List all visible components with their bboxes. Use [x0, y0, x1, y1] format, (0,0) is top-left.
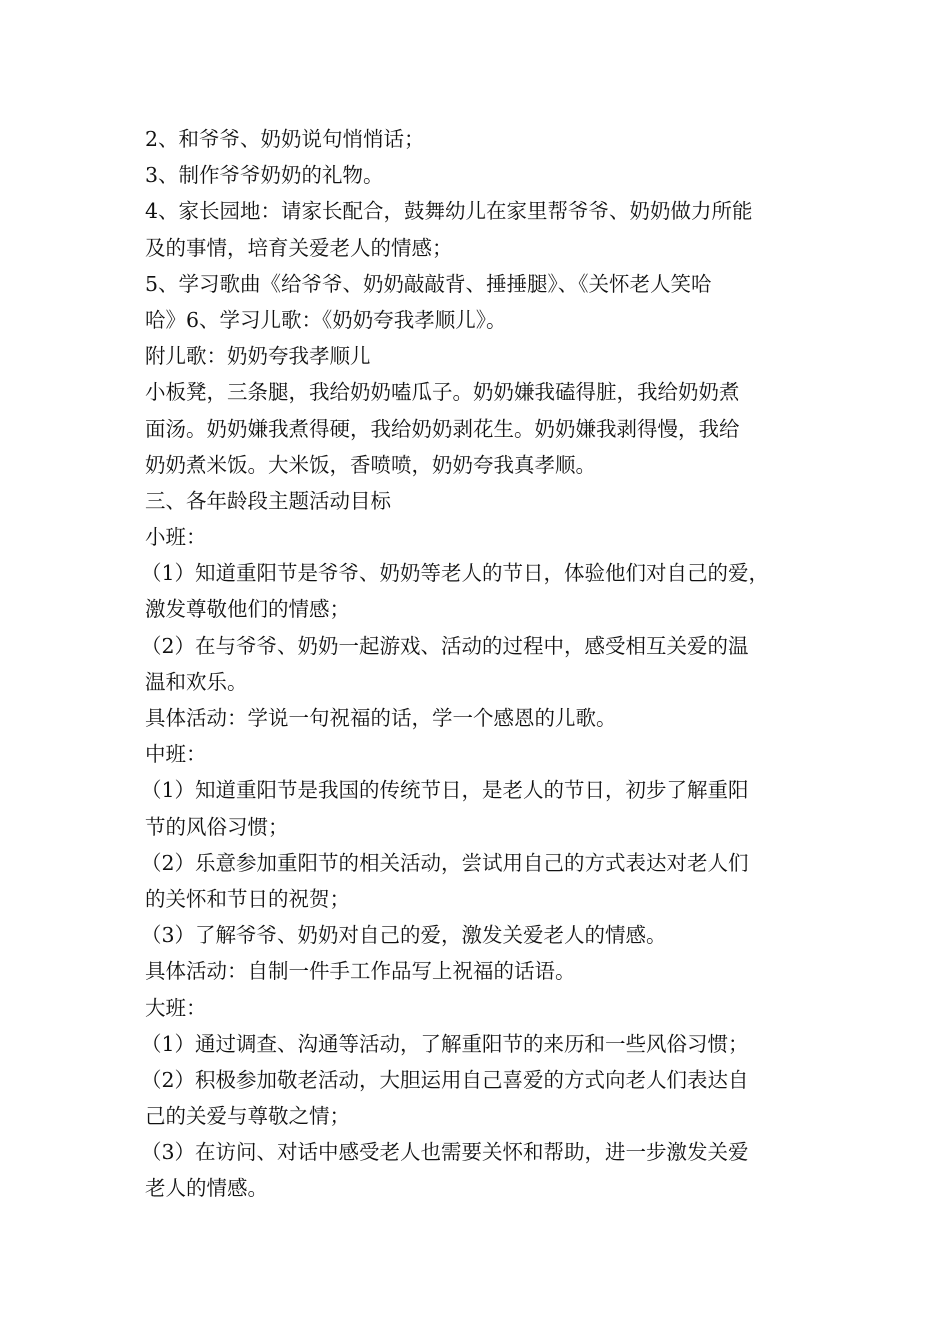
class-heading-middle: 中班：	[145, 742, 207, 767]
list-item-4: 4、家长园地：请家长配合，鼓舞幼儿在家里帮爷爷、奶奶做力所能	[145, 199, 753, 224]
goal-item: （2）在与爷爷、奶奶一起游戏、活动的过程中，感受相互关爱的温	[141, 633, 749, 658]
list-item-2: 2、和爷爷、奶奶说句悄悄话；	[145, 127, 425, 151]
goal-item: （3）在访问、对话中感受老人也需要关怀和帮助，进一步激发关爱	[141, 1140, 749, 1165]
goal-item-cont: 己的关爱与尊敬之情；	[145, 1104, 350, 1129]
goal-item-cont: 的关怀和节日的祝贺；	[145, 886, 350, 911]
goal-item: （1）通过调查、沟通等活动，了解重阳节的来历和一些风俗习惯；	[141, 1031, 749, 1056]
section-heading: 三、各年龄段主题活动目标	[145, 488, 391, 513]
goal-item: （1）知道重阳节是我国的传统节日，是老人的节日，初步了解重阳	[141, 778, 749, 803]
goal-item: （2）积极参加敬老活动，大胆运用自己喜爱的方式向老人们表达自	[141, 1067, 749, 1092]
goal-item: （3）了解爷爷、奶奶对自己的爱，激发关爱老人的情感。	[141, 923, 667, 948]
song-text: 面汤。奶奶嫌我煮得硬，我给奶奶剥花生。奶奶嫌我剥得慢，我给	[145, 416, 740, 441]
goal-item-cont: 激发尊敬他们的情感；	[145, 597, 350, 622]
goal-item-cont: 节的风俗习惯；	[145, 814, 289, 839]
activity-line: 具体活动：自制一件手工作品写上祝福的话语。	[145, 959, 576, 984]
song-text: 奶奶煮米饭。大米饭，香喷喷，奶奶夸我真孝顺。	[145, 452, 596, 477]
list-item-5: 5、学习歌曲《给爷爷、奶奶敲敲背、捶捶腿》、《关怀老人笑哈	[145, 271, 712, 296]
list-item-5-6: 哈》6、学习儿歌：《奶奶夸我孝顺儿》。	[145, 307, 507, 332]
class-heading-large: 大班：	[145, 995, 207, 1020]
list-item-4-cont: 及的事情，培育关爱老人的情感；	[145, 235, 453, 260]
goal-item-cont: 老人的情感。	[145, 1176, 268, 1201]
document-body	[141, 121, 815, 1207]
song-text: 小板凳，三条腿，我给奶奶嗑瓜子。奶奶嫌我磕得脏，我给奶奶煮	[145, 380, 740, 405]
activity-line: 具体活动：学说一句祝福的话，学一个感恩的儿歌。	[145, 706, 617, 730]
song-heading: 附儿歌：奶奶夸我孝顺儿	[145, 344, 371, 369]
list-item-3: 3、制作爷爷奶奶的礼物。	[145, 163, 384, 188]
goal-item-cont: 温和欢乐。	[145, 669, 248, 694]
goal-item: （2）乐意参加重阳节的相关活动，尝试用自己的方式表达对老人们	[141, 850, 749, 875]
class-heading-small: 小班：	[145, 525, 207, 550]
goal-item: （1）知道重阳节是爷爷、奶奶等老人的节日，体验他们对自己的爱，	[141, 561, 770, 586]
